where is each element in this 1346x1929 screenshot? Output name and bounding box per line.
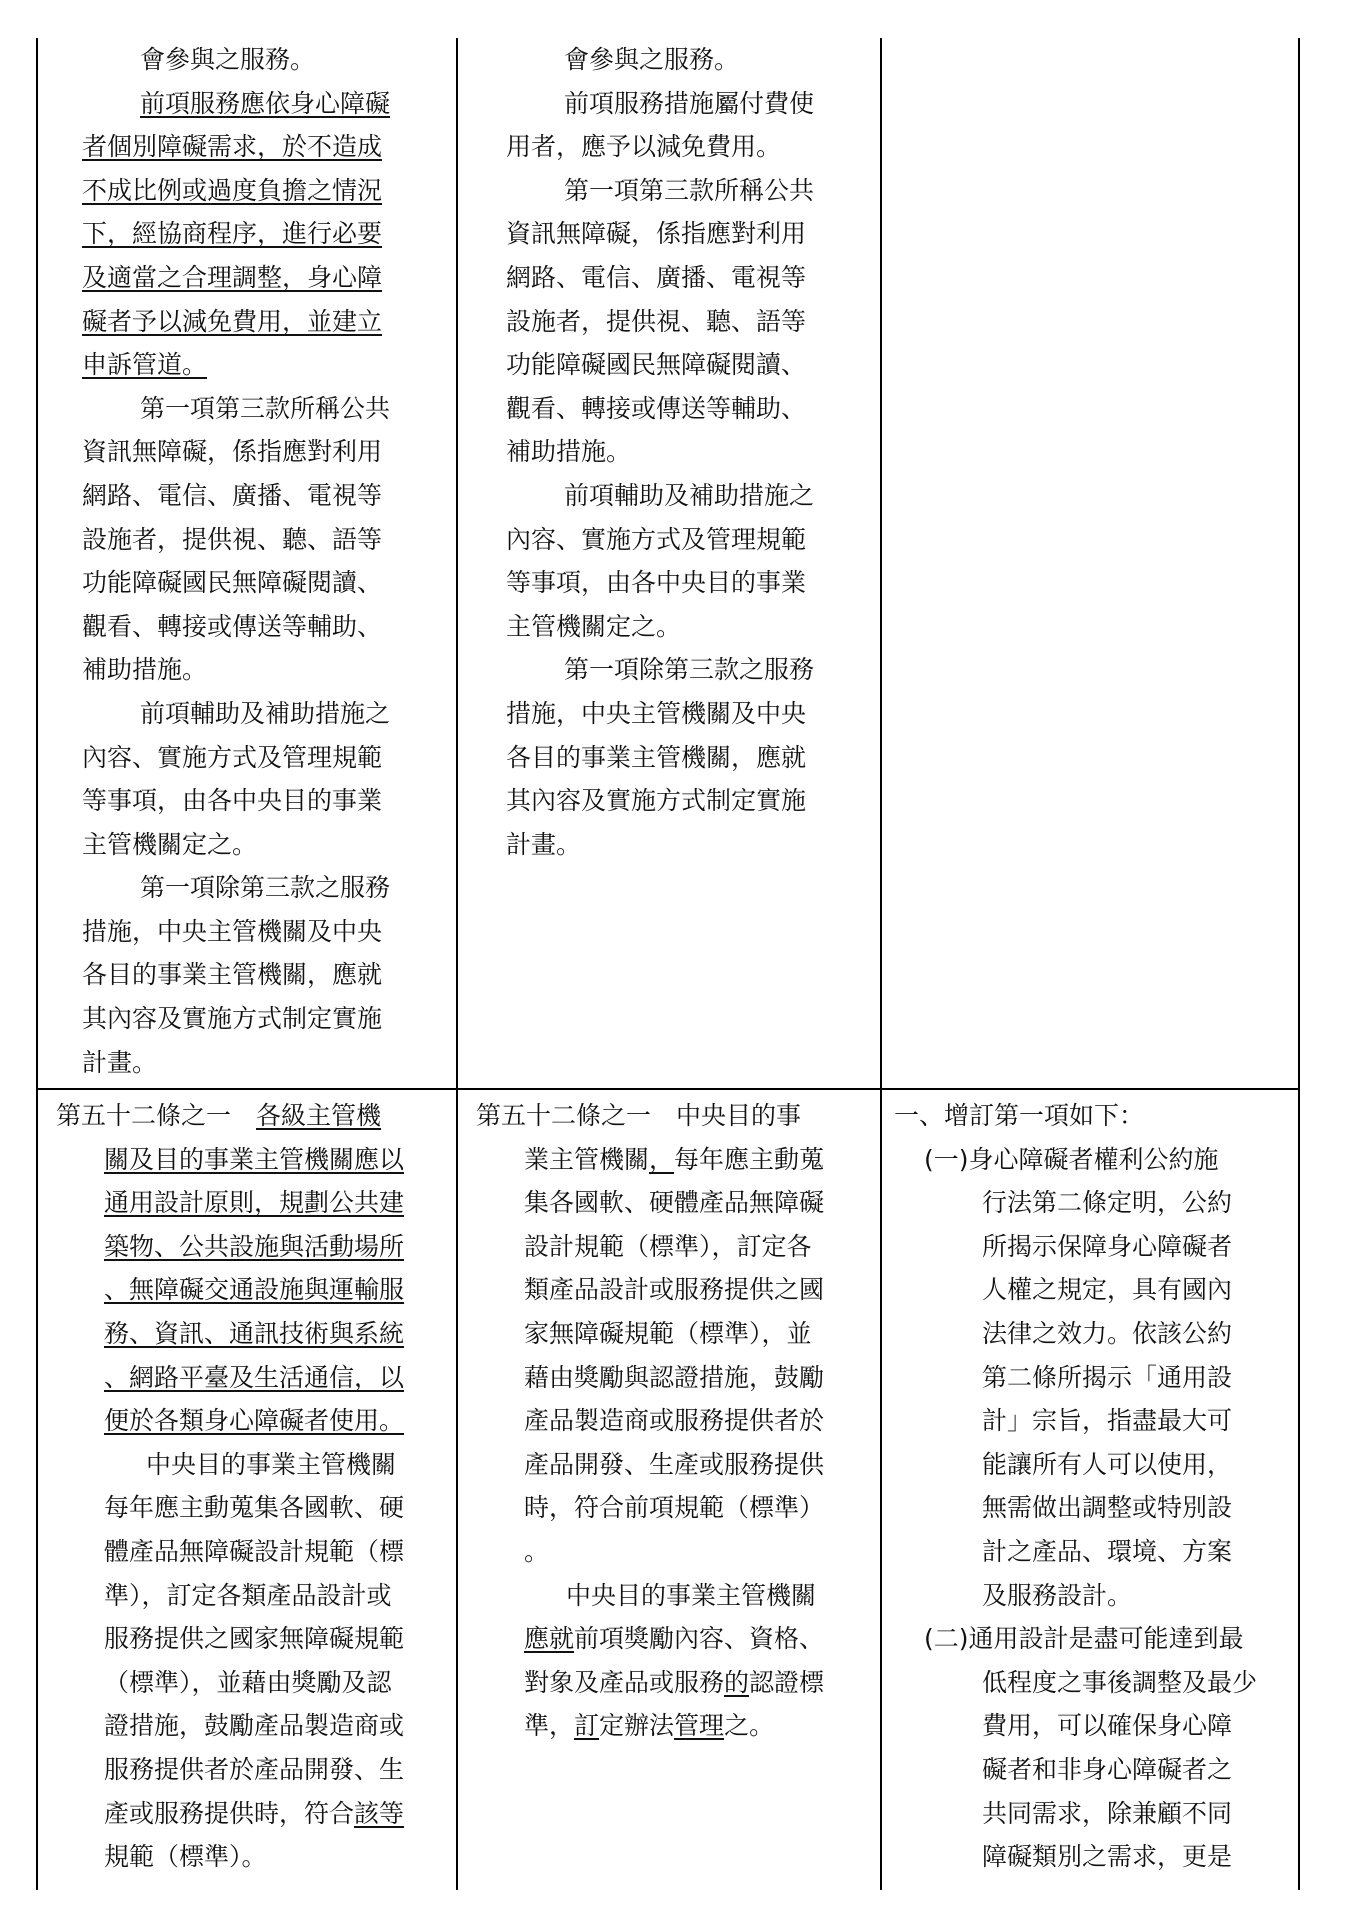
text-segment: 共同需求，除兼顧不同 bbox=[982, 1798, 1233, 1828]
text-segment: 主管機關定之。 bbox=[506, 611, 682, 641]
text-line bbox=[82, 997, 452, 1041]
text-segment: 功能障礙國民無障礙閱讀、 bbox=[506, 350, 807, 380]
text-segment: 行法第二條定明，公約 bbox=[982, 1188, 1233, 1218]
text-line bbox=[82, 1041, 452, 1085]
text-segment: 第一項第三款所稱公共 bbox=[564, 175, 815, 205]
amended-text: 及適當之合理調整，身心障 bbox=[82, 262, 383, 292]
text-line bbox=[82, 82, 452, 126]
text-line bbox=[506, 82, 876, 126]
text-segment: 類產品設計或服務提供之國 bbox=[524, 1275, 825, 1305]
text-line bbox=[476, 1574, 878, 1618]
text-segment: 前項獎勵內容、資格、 bbox=[574, 1624, 825, 1654]
text-line bbox=[82, 256, 452, 300]
text-line bbox=[894, 1792, 1296, 1836]
text-line bbox=[82, 430, 452, 474]
text-segment: 補助措施。 bbox=[506, 437, 632, 467]
text-line bbox=[476, 1094, 878, 1138]
text-line bbox=[894, 1399, 1296, 1443]
text-segment: 中央目的事業主管機關 bbox=[146, 1449, 397, 1479]
text-line bbox=[82, 38, 452, 82]
amended-text: 、無障礙交通設施與運輸服 bbox=[104, 1275, 405, 1305]
text-line bbox=[56, 1399, 454, 1443]
text-segment: (二)通用設計是盡可能達到最 bbox=[924, 1624, 1244, 1654]
text-line bbox=[82, 779, 452, 823]
text-line bbox=[506, 474, 876, 518]
text-segment: 所揭示保障身心障礙者 bbox=[982, 1231, 1233, 1261]
table-border-right bbox=[1298, 38, 1300, 1890]
text-segment: 中央目的事業主管機關 bbox=[566, 1580, 817, 1610]
text-line bbox=[82, 387, 452, 431]
text-segment: 等事項，由各中央目的事業 bbox=[82, 786, 383, 816]
text-line bbox=[82, 953, 452, 997]
text-segment: 用者，應予以減免費用。 bbox=[506, 132, 782, 162]
text-segment: 體產品無障礙設計規範（標 bbox=[104, 1536, 405, 1566]
text-segment: 產品製造商或服務提供者於 bbox=[524, 1406, 825, 1436]
text-segment: 準），訂定各類產品設計或 bbox=[104, 1580, 392, 1610]
amended-text: 下，經協商程序，進行必要 bbox=[82, 219, 383, 249]
text-line bbox=[476, 1704, 878, 1748]
text-segment: 會參與之服務。 bbox=[564, 45, 740, 74]
text-segment: 準， bbox=[524, 1711, 575, 1741]
text-line bbox=[476, 1443, 878, 1487]
upper-middle-cell bbox=[506, 38, 876, 1086]
text-segment: 時，符合前項規範（標準） bbox=[524, 1493, 825, 1523]
text-segment: 產品開發、生產或服務提供 bbox=[524, 1449, 825, 1479]
text-line bbox=[894, 1617, 1296, 1661]
text-line bbox=[82, 866, 452, 910]
text-line bbox=[894, 1225, 1296, 1269]
text-segment: 之。 bbox=[724, 1711, 775, 1741]
text-line bbox=[82, 125, 452, 169]
text-line bbox=[506, 823, 876, 867]
text-segment: 業主管機關 bbox=[524, 1144, 650, 1174]
text-line bbox=[82, 605, 452, 649]
text-line bbox=[894, 1181, 1296, 1225]
text-line bbox=[476, 1530, 878, 1574]
text-line bbox=[56, 1312, 454, 1356]
text-line bbox=[56, 1617, 454, 1661]
text-segment: 第二條所揭示「通用設 bbox=[982, 1362, 1233, 1392]
amended-text: 管理 bbox=[674, 1711, 725, 1741]
text-line bbox=[56, 1443, 454, 1487]
text-segment: 資訊無障礙，係指應對利用 bbox=[82, 437, 383, 467]
column-divider-1 bbox=[456, 38, 458, 1890]
text-segment: (一)身心障礙者權利公約施 bbox=[924, 1144, 1219, 1174]
text-segment: 網路、電信、廣播、電視等 bbox=[506, 262, 807, 292]
upper-left-cell bbox=[82, 38, 452, 1086]
text-line bbox=[56, 1748, 454, 1792]
lower-left-cell bbox=[56, 1094, 454, 1886]
text-segment: 設施者，提供視、聽、語等 bbox=[506, 306, 807, 336]
amended-text: 前項服務應依身心障礙 bbox=[140, 88, 391, 118]
text-segment: 其內容及實施方式制定實施 bbox=[82, 1004, 383, 1034]
text-segment: 會參與之服務。 bbox=[140, 45, 316, 74]
text-segment: 第一項第三款所稱公共 bbox=[140, 393, 391, 423]
amended-text: 申訴管道。 bbox=[82, 350, 208, 380]
text-segment: 每年應主動蒐集各國軟、硬 bbox=[104, 1493, 405, 1523]
text-segment: 網路、電信、廣播、電視等 bbox=[82, 480, 383, 510]
text-segment: 前項輔助及補助措施之 bbox=[564, 480, 815, 510]
text-line bbox=[894, 1704, 1296, 1748]
text-segment: 各目的事業主管機關，應就 bbox=[82, 960, 383, 990]
text-segment: 前項服務措施屬付費使 bbox=[564, 88, 815, 118]
text-line bbox=[476, 1356, 878, 1400]
text-line bbox=[506, 736, 876, 780]
text-segment: 觀看、轉接或傳送等輔助、 bbox=[82, 611, 383, 641]
text-segment: 證措施，鼓勵產品製造商或 bbox=[104, 1711, 405, 1741]
text-segment: 觀看、轉接或傳送等輔助、 bbox=[506, 393, 807, 423]
text-line bbox=[894, 1486, 1296, 1530]
text-line bbox=[506, 518, 876, 562]
table-border-left bbox=[36, 38, 38, 1890]
text-line bbox=[82, 212, 452, 256]
text-segment: 集各國軟、硬體產品無障礙 bbox=[524, 1188, 825, 1218]
text-segment: 設施者，提供視、聽、語等 bbox=[82, 524, 383, 554]
text-line bbox=[506, 300, 876, 344]
text-segment: 每年應主動蒐 bbox=[674, 1144, 825, 1174]
text-line bbox=[476, 1268, 878, 1312]
text-line bbox=[56, 1835, 454, 1879]
amended-text: ， bbox=[649, 1144, 675, 1174]
text-line bbox=[506, 343, 876, 387]
text-segment: 及服務設計。 bbox=[982, 1580, 1133, 1610]
text-segment: 第五十二條之一 中央目的事 bbox=[476, 1101, 802, 1130]
text-line bbox=[476, 1138, 878, 1182]
text-line bbox=[894, 1574, 1296, 1618]
amended-text: 關及目的事業主管機關應以 bbox=[104, 1144, 405, 1174]
text-segment: 對象及產品或服務 bbox=[524, 1667, 725, 1697]
text-line bbox=[506, 692, 876, 736]
text-line bbox=[82, 561, 452, 605]
text-segment: 服務提供之國家無障礙規範 bbox=[104, 1624, 405, 1654]
text-segment: 主管機關定之。 bbox=[82, 829, 258, 859]
text-segment: 補助措施。 bbox=[82, 655, 208, 685]
text-segment: 一、增訂第一項如下： bbox=[894, 1101, 1145, 1130]
text-segment: 低程度之事後調整及最少 bbox=[982, 1667, 1258, 1697]
text-line bbox=[506, 779, 876, 823]
amended-text: 應就 bbox=[524, 1624, 575, 1654]
amended-text: 該等 bbox=[354, 1798, 405, 1828]
text-line bbox=[894, 1138, 1296, 1182]
text-segment: 計」宗旨，指盡最大可 bbox=[982, 1406, 1233, 1436]
text-segment: 各目的事業主管機關，應就 bbox=[506, 742, 807, 772]
text-line bbox=[82, 823, 452, 867]
amendment-comparison-table bbox=[36, 38, 1300, 1890]
text-segment: 無需做出調整或特別設 bbox=[982, 1493, 1233, 1523]
text-line bbox=[56, 1704, 454, 1748]
text-line bbox=[82, 300, 452, 344]
text-line bbox=[56, 1792, 454, 1836]
text-line bbox=[476, 1661, 878, 1705]
text-segment: 認證標 bbox=[749, 1667, 825, 1697]
text-line bbox=[894, 1443, 1296, 1487]
text-line bbox=[506, 387, 876, 431]
text-line bbox=[506, 648, 876, 692]
text-line bbox=[894, 1312, 1296, 1356]
text-line bbox=[506, 605, 876, 649]
text-line bbox=[82, 169, 452, 213]
text-segment: 產或服務提供時，符合 bbox=[104, 1798, 355, 1828]
text-line bbox=[56, 1268, 454, 1312]
lower-right-cell bbox=[894, 1094, 1296, 1886]
row-divider bbox=[36, 1088, 1300, 1090]
text-line bbox=[506, 169, 876, 213]
text-segment: 內容、實施方式及管理規範 bbox=[506, 524, 807, 554]
text-segment: 計畫。 bbox=[82, 1047, 158, 1077]
text-segment: 措施，中央主管機關及中央 bbox=[82, 916, 383, 946]
amended-text: 的 bbox=[724, 1667, 750, 1697]
text-segment: 費用，可以確保身心障 bbox=[982, 1711, 1233, 1741]
text-line bbox=[476, 1312, 878, 1356]
text-line bbox=[56, 1138, 454, 1182]
text-segment: 藉由獎勵與認證措施，鼓勵 bbox=[524, 1362, 825, 1392]
text-segment: 內容、實施方式及管理規範 bbox=[82, 742, 383, 772]
text-line bbox=[56, 1574, 454, 1618]
text-segment: 其內容及實施方式制定實施 bbox=[506, 786, 807, 816]
text-segment: 第一項除第三款之服務 bbox=[564, 655, 815, 685]
text-line bbox=[56, 1225, 454, 1269]
column-divider-2 bbox=[880, 38, 882, 1890]
text-segment: 法律之效力。依該公約 bbox=[982, 1318, 1233, 1348]
text-line bbox=[56, 1181, 454, 1225]
text-line bbox=[476, 1225, 878, 1269]
amended-text: 務、資訊、通訊技術與系統 bbox=[104, 1318, 405, 1348]
text-line bbox=[506, 561, 876, 605]
text-segment: 計畫。 bbox=[506, 829, 582, 859]
amended-text: 通用設計原則，規劃公共建 bbox=[104, 1188, 405, 1218]
text-segment: 礙者和非身心障礙者之 bbox=[982, 1754, 1233, 1784]
text-segment: 服務提供者於產品開發、生 bbox=[104, 1754, 405, 1784]
text-segment: 功能障礙國民無障礙閱讀、 bbox=[82, 568, 383, 598]
text-line bbox=[82, 692, 452, 736]
text-segment: 等事項，由各中央目的事業 bbox=[506, 568, 807, 598]
text-segment: 定辦法 bbox=[599, 1711, 675, 1741]
text-line bbox=[82, 648, 452, 692]
lower-middle-cell bbox=[476, 1094, 878, 1886]
text-segment: 家無障礙規範（標準），並 bbox=[524, 1318, 812, 1348]
text-segment: 規範（標準）。 bbox=[104, 1842, 267, 1872]
text-segment: 人權之規定，具有國內 bbox=[982, 1275, 1233, 1305]
amended-text: 築物、公共設施與活動場所 bbox=[104, 1231, 405, 1261]
upper-right-cell bbox=[894, 38, 1294, 1086]
text-segment: 措施，中央主管機關及中央 bbox=[506, 698, 807, 728]
text-line bbox=[476, 1617, 878, 1661]
text-line bbox=[56, 1661, 454, 1705]
amended-text: 各級主管機 bbox=[256, 1101, 382, 1130]
text-line bbox=[82, 474, 452, 518]
amended-text: 不成比例或過度負擔之情況 bbox=[82, 175, 383, 205]
text-line bbox=[894, 1835, 1296, 1879]
amended-text: 訂 bbox=[574, 1711, 600, 1741]
text-line bbox=[56, 1094, 454, 1138]
text-line bbox=[506, 212, 876, 256]
text-line bbox=[56, 1486, 454, 1530]
text-line bbox=[82, 736, 452, 780]
text-line bbox=[894, 1661, 1296, 1705]
text-line bbox=[82, 518, 452, 562]
text-segment: 第五十二條之一 bbox=[56, 1101, 257, 1130]
text-segment: 第一項除第三款之服務 bbox=[140, 873, 391, 903]
text-line bbox=[82, 343, 452, 387]
text-line bbox=[476, 1181, 878, 1225]
text-segment: 障礙類別之需求，更是 bbox=[982, 1842, 1233, 1872]
text-line bbox=[894, 1094, 1296, 1138]
text-line bbox=[894, 1530, 1296, 1574]
text-segment: 設計規範（標準），訂定各 bbox=[524, 1231, 812, 1261]
text-line bbox=[476, 1486, 878, 1530]
text-line bbox=[894, 1356, 1296, 1400]
amended-text: 、網路平臺及生活通信，以 bbox=[104, 1362, 405, 1392]
text-segment: 。 bbox=[524, 1536, 550, 1566]
amended-text: 者個別障礙需求，於不造成 bbox=[82, 132, 383, 162]
amended-text: 便於各類身心障礙者使用。 bbox=[104, 1406, 405, 1436]
text-line bbox=[506, 256, 876, 300]
text-segment: 能讓所有人可以使用， bbox=[982, 1449, 1233, 1479]
text-segment: （標準），並藉由獎勵及認 bbox=[104, 1667, 392, 1697]
text-line bbox=[894, 1268, 1296, 1312]
text-line bbox=[506, 430, 876, 474]
text-line bbox=[56, 1356, 454, 1400]
text-segment: 計之產品、環境、方案 bbox=[982, 1536, 1233, 1566]
text-line bbox=[476, 1399, 878, 1443]
text-line bbox=[82, 910, 452, 954]
amended-text: 礙者予以減免費用，並建立 bbox=[82, 306, 383, 336]
text-line bbox=[506, 125, 876, 169]
text-segment: 資訊無障礙，係指應對利用 bbox=[506, 219, 807, 249]
text-segment: 前項輔助及補助措施之 bbox=[140, 698, 391, 728]
text-line bbox=[56, 1530, 454, 1574]
text-line bbox=[894, 1748, 1296, 1792]
text-line bbox=[506, 38, 876, 82]
